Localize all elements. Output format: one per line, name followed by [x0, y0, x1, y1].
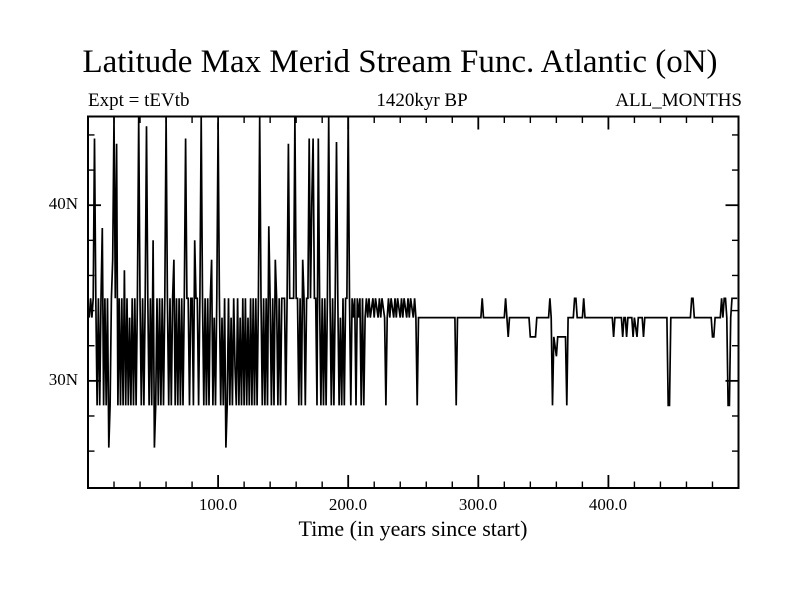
x-axis-title: Time (in years since start) [298, 516, 528, 541]
chart-title: Latitude Max Merid Stream Func. Atlantic (oN) [82, 44, 718, 80]
y-tick-label-40n: 40N [48, 194, 78, 213]
x-tick-label-200: 200.0 [328, 495, 368, 514]
experiment-label: Expt = tEVtb [88, 90, 190, 111]
time-period-label: 1420kyr BP [376, 90, 468, 111]
x-tick-label-100: 100.0 [198, 495, 238, 514]
x-tick-label-300: 300.0 [458, 495, 498, 514]
x-tick-label-400: 400.0 [588, 495, 628, 514]
data-line-latitude-of-max-meridional-streamfunction [89, 117, 737, 447]
y-tick-label-30n: 30N [48, 370, 78, 389]
months-label: ALL_MONTHS [615, 90, 742, 111]
